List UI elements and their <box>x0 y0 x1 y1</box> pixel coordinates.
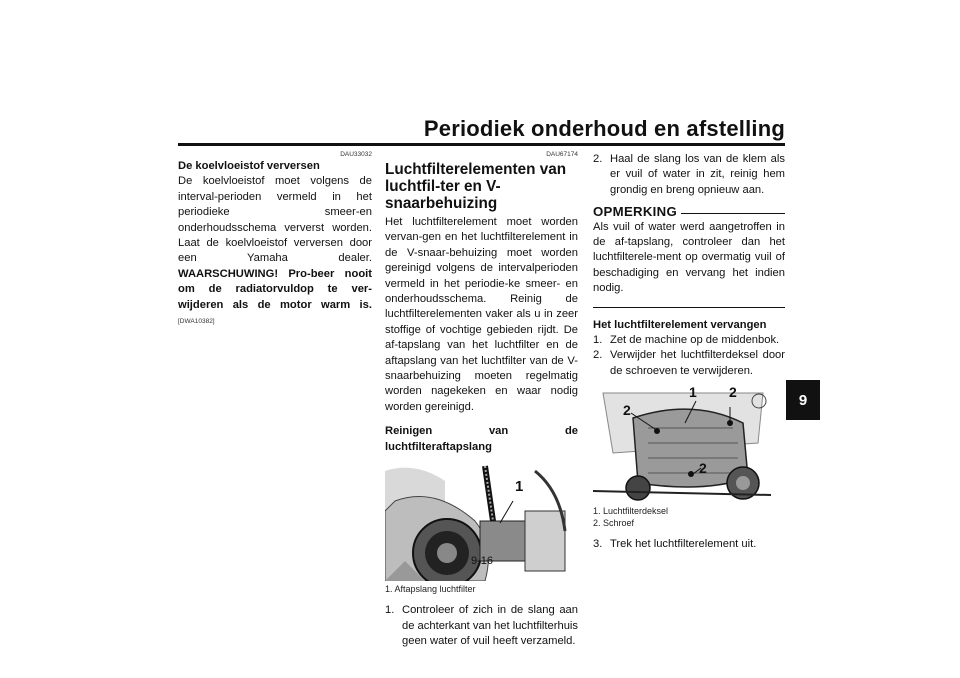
step-number: 2. <box>593 349 603 362</box>
note-rule <box>681 213 785 214</box>
coolant-body <box>178 174 372 329</box>
figure-callout-2: 2 <box>623 402 631 419</box>
note-body: Als vuil of water werd aangetroffen in de af-tapslang, controleer dan het luchtfilterele-ment op overmatig vuil of beschadiging en vervang het indien nodig. <box>593 220 785 295</box>
step-text: Verwijder het luchtfilterdeksel door de schroeven te verwijderen. <box>610 349 785 377</box>
section-code: DAU33032 <box>340 151 372 158</box>
chapter-tab[interactable]: 9 <box>786 380 820 420</box>
coolant-heading: De koelvloeistof verversen <box>178 160 320 172</box>
note-label: OPMERKING <box>593 204 678 220</box>
air-filter-section-title: Luchtfilterelementen van luchtfil-ter en V-snaarbehuizing <box>385 161 567 212</box>
figure-callout-1: 1 <box>515 478 524 496</box>
list-item <box>593 537 785 552</box>
step-text: Trek het luchtfilterelement uit. <box>610 538 757 551</box>
replace-element-steps <box>593 333 785 379</box>
column-1 <box>178 150 372 329</box>
figure-callout-1: 1 <box>689 384 697 401</box>
step-number: 2. <box>593 153 603 165</box>
list-item <box>593 348 785 379</box>
column-2 <box>385 150 578 649</box>
step-number: 1. <box>593 334 603 347</box>
warning-code: [DWA10382] <box>178 318 215 326</box>
figure-callout-2: 2 <box>729 384 737 401</box>
air-filter-body: Het luchtfilterelement moet worden vervan-gen en het luchtfilterelement in de V-snaar-behuizing moet worden gereinigd volgens de intervalperioden vermeld in het periodie-ke smeer- en onderhoudsschema. Reinig de luchtfilterelementen vaker als u in zeer stoffige of vochtige gebieden rijdt. De af-tapslang van het luchtfilter en de aftapslang van het luchtfilter van de V-snaarbehuizing moeten regelmatig worden nagekeken en waar nodig worden gereinigd. <box>385 216 578 413</box>
coolant-warning: WAARSCHUWING! Pro-beer nooit om de radiatorvuldop te ver-wijderen als de motor warm is. <box>178 267 372 311</box>
replace-element-steps-continued <box>593 537 785 552</box>
list-item <box>593 152 785 198</box>
list-item <box>593 333 785 348</box>
page-number: 9-16 <box>471 555 494 567</box>
drain-hose-subheading: Reinigen van de luchtfilteraftapslang <box>385 425 578 453</box>
figure-callout-2: 2 <box>699 460 707 477</box>
step-text: Controleer of zich in de slang aan de achterkant van het luchtfilterhuis geen water of vuil heeft verzameld. <box>402 604 578 647</box>
note-end-rule <box>593 307 785 308</box>
coolant-body-text: De koelvloeistof moet volgens de interval-perioden vermeld in het periodieke smeer-en onderhoudsschema ververst worden. Laat de koelvloeistof verversen door een Yamaha dealer. <box>178 175 372 265</box>
page-header-title: Periodiek onderhoud en afstelling <box>423 116 785 141</box>
replace-element-subheading: Het luchtfilterelement vervangen <box>593 318 767 331</box>
air-filter-cover-illustration <box>593 383 771 503</box>
step-text: Haal de slang los van de klem als er vuil of water in zit, reinig hem grondig en breng opnieuw aan. <box>610 153 785 196</box>
header-rule <box>178 143 785 146</box>
note-header <box>593 204 785 219</box>
air-filter-cover-caption-1: 1. Luchtfilterdeksel <box>593 506 669 517</box>
list-item <box>385 603 578 649</box>
column-3 <box>593 150 785 553</box>
step-number: 1. <box>385 604 395 617</box>
step-text: Zet de machine op de middenbok. <box>610 334 780 347</box>
drain-hose-steps-continued <box>593 152 785 198</box>
step-number: 3. <box>593 538 603 551</box>
drain-hose-steps <box>385 603 578 649</box>
air-filter-cover-caption-2: 2. Schroef <box>593 518 635 529</box>
air-filter-cover-figure <box>593 383 771 503</box>
section-code: DAU67174 <box>546 151 578 158</box>
drain-hose-caption: 1. Aftapslang luchtfilter <box>385 584 476 595</box>
